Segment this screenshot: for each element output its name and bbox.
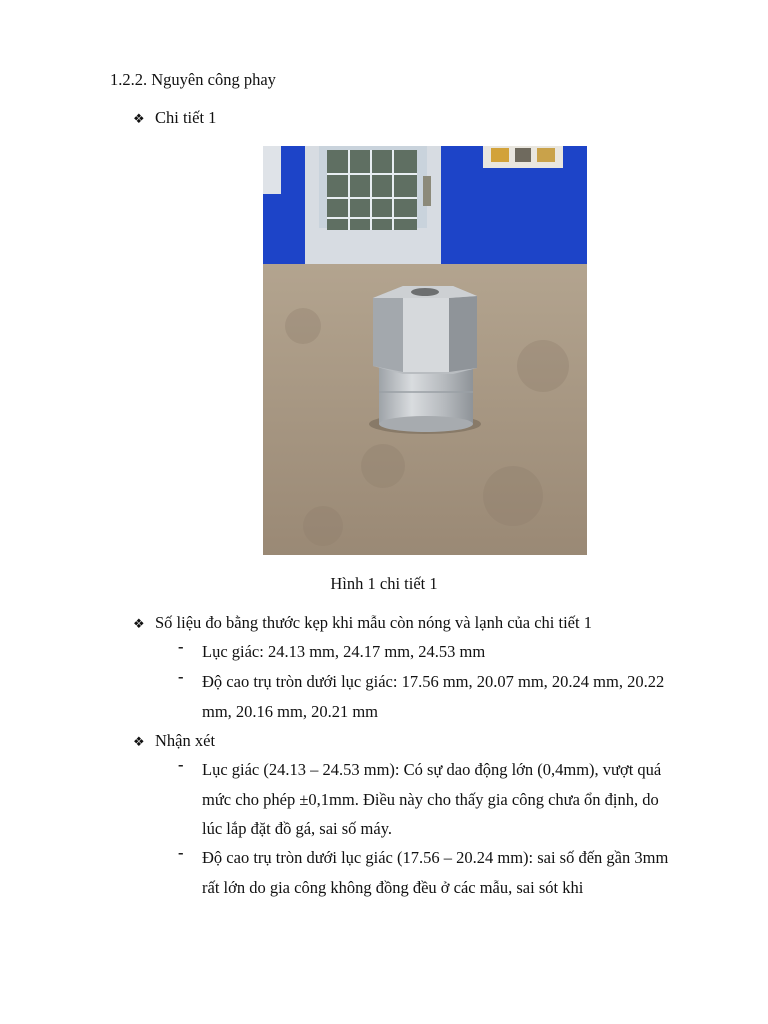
measurement-item-text: Lục giác: 24.13 mm, 24.17 mm, 24.53 mm [202,642,486,661]
bullet-text: Chi tiết 1 [155,108,217,127]
dash-bullet: - [178,667,184,686]
diamond-bullet-icon: ❖ [133,112,145,127]
dash-bullet: - [178,755,184,774]
part-photo [263,146,587,555]
part-photo-illustration [263,146,587,555]
bullet-text: Số liệu đo bằng thước kẹp khi mẫu còn nóng và lạnh của chi tiết 1 [155,613,592,632]
dash-bullet: - [178,843,184,862]
remark-item-text: Độ cao trụ tròn dưới lục giác (17.56 – 20.24 mm): sai số đến gần 3mm rất lớn do gia công không đồng đều ở các mẫu, sai sót khi [202,848,669,897]
dash-bullet: - [178,637,184,656]
figure-caption: Hình 1 chi tiết 1 [330,574,438,593]
measurement-item [178,667,678,726]
remark-item [178,843,678,902]
bullet-text: Nhận xét [155,731,216,750]
measurement-item-text: Độ cao trụ tròn dưới lục giác: 17.56 mm, 20.07 mm, 20.24 mm, 20.22 mm, 20.16 mm, 20.21 mm [202,672,665,721]
bullet-measurements [133,612,592,636]
diamond-bullet-icon: ❖ [133,617,145,632]
diamond-bullet-icon: ❖ [133,735,145,750]
remark-item [178,755,678,844]
measurement-item [178,637,678,667]
remark-item-text: Lục giác (24.13 – 24.53 mm): Có sự dao động lớn (0,4mm), vượt quá mức cho phép ±0,1mm. Điều này cho thấy gia công chưa ổn định, do lúc lắp đặt đồ gá, sai số máy. [202,760,662,838]
section-heading: 1.2.2. Nguyên công phay [110,70,276,89]
bullet-remarks [133,730,215,754]
bullet-chi-tiet-1 [133,107,216,131]
